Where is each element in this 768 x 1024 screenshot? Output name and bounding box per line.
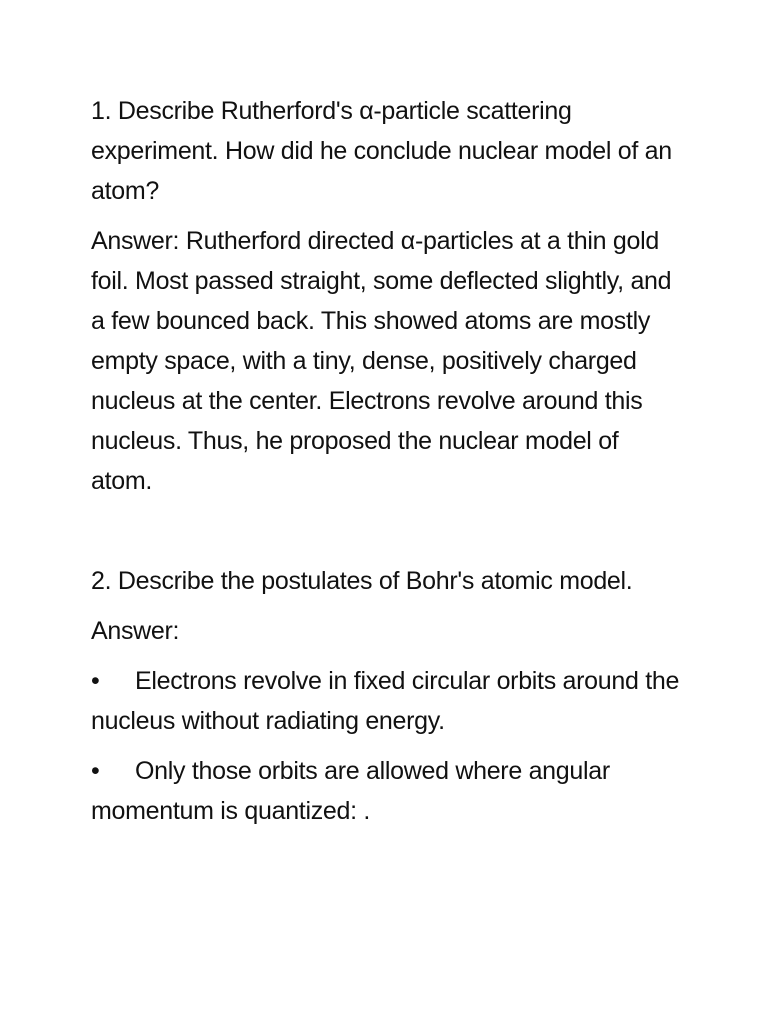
question-2: 2. Describe the postulates of Bohr's atomic model.	[91, 567, 633, 595]
answer-2-label: Answer:	[91, 617, 180, 645]
answer-1: Answer: Rutherford directed α-particles at a thin gold foil. Most passed straight, some deflected slightly, and a few bounced back. This showed atoms are mostly empty space, with a tiny, dense, positively charged nucleus at the center. Electrons revolve around this nucleus. Thus, he proposed the nuclear model of atom.	[91, 227, 672, 495]
bullet-text: Electrons revolve in fixed circular orbits around the nucleus without radiating energy.	[91, 667, 680, 735]
section-spacer	[91, 511, 681, 561]
bullet-item-2	[91, 751, 681, 831]
question-1: 1. Describe Rutherford's α-particle scattering experiment. How did he conclude nuclear model of an atom?	[91, 97, 672, 205]
bullet-text: Only those orbits are allowed where angular momentum is quantized: .	[91, 757, 610, 825]
document-body	[91, 91, 681, 841]
bullet-icon: •	[91, 667, 100, 695]
bullet-icon: •	[91, 757, 100, 785]
bullet-item-1	[91, 661, 681, 741]
